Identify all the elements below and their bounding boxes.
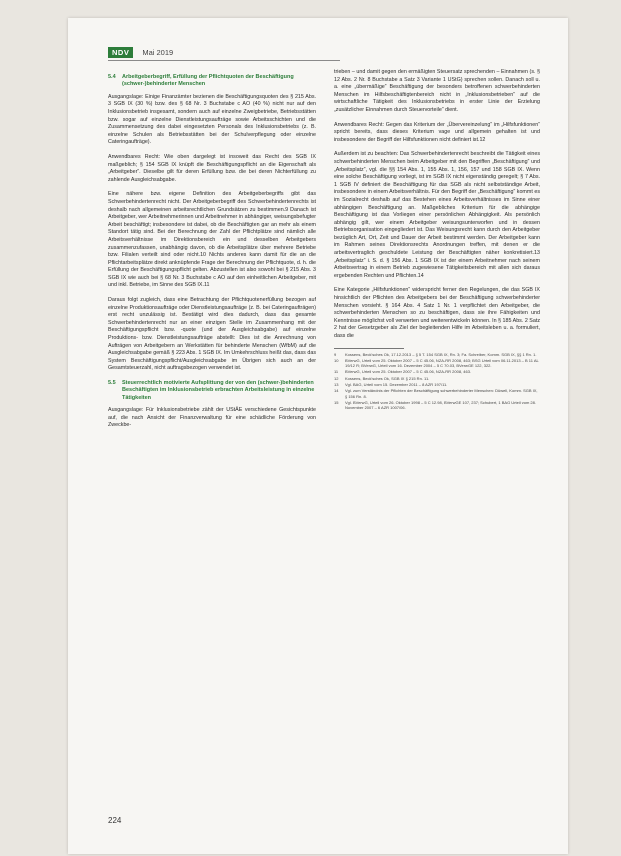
footnote-number: 14 xyxy=(334,388,339,394)
left-column xyxy=(108,74,316,437)
footnote-number: 13 xyxy=(334,382,339,388)
footnote-text: Vgl. BVerwG, Urteil vom 26. Oktober 1998 – 5 C 12.98, BVerwGE 107, 237; Schubert, 1 BAG Urteil vom 28. November 2007 – 6 AZR 1007/06. xyxy=(345,399,536,411)
section-title: Steuerrechtlich motivierte Aufsplittung der von den (schwer-)behinderten Beschäftigten im Inklusionsbetrieb erbrachten Arbeitsleistung in einzelne Tätigkeiten xyxy=(122,380,315,401)
section-heading xyxy=(108,380,316,402)
paragraph: Anwendbares Recht: Wie oben dargelegt ist insoweit das Recht des SGB IX maßgeblich; § 154 SGB IX knüpft die Beschäftigungspflicht an die Eigenschaft als „Arbeitgeber“. Dieselbe gilt für deren Erfüllung bzw. die bei deren Nichterfüllung zu zahlende Ausgleichsabgabe. xyxy=(108,153,316,183)
footnote-rule xyxy=(334,348,404,349)
section-title: Arbeitgeberbegriff, Erfüllung der Pflichtquoten der Beschäftigung (schwer-)behinderter Menschen xyxy=(122,74,294,88)
footnote-number: 10 xyxy=(334,357,339,363)
footnote-number: 9 xyxy=(334,351,337,357)
page-number: 224 xyxy=(108,816,122,825)
footnote xyxy=(334,358,540,369)
paragraph: Eine Kategorie „Hilfsfunktionen“ widerspricht ferner den Regelungen, die das SGB IX hinsichtlich der Pflichten des Arbeitgebers bei der Beschäftigung schwerbehinderter Menschen vorsieht. § 164 Abs. 4 Satz 1 Nr. 1 verpflichtet den Arbeitgeber, die schwerbehinderten Menschen so zu beschäftigen, dass sie ihre Fähigkeiten und Kenntnisse möglichst voll verwerten und weiterentwickeln können. In § 185 Abs. 2 Satz 2 hat der Gesetzgeber als Ziel der begleitenden Hilfe im Arbeitsleben u. a. formuliert, dass die xyxy=(334,287,540,339)
header-rule xyxy=(108,60,340,61)
paragraph: Außerdem ist zu beachten: Das Schwerbehindertenrecht beschreibt die Tätigkeit eines schwerbehinderten Menschen beim Arbeitgeber mit den Begriffen „Beschäftigung“ und „Arbeitsplatz“, vgl. die §§ 154 Abs. 1, 155 Abs. 1, 156, 157 und 158 SGB IX. Wenn eine solche Beschäftigung vorliegt, ist im SGB IX nicht eigenständig geregelt; § 7 Abs. 1 SGB IV definiert die Beschäftigung für das SGB als nicht selbstständige Arbeit, insbesondere in einem Arbeitsverhältnis. Für den Begriff der „Beschäftigung“ kommt es im Sozialrecht deshalb auf das Bestehen eines Arbeitsverhältnisses im Sinne einer abhängigen Beschäftigung an. Maßgebliches Kriterium für die abhängige Beschäftigung ist das Vorliegen einer persönlichen Abhängigkeit. Als persönlich abhängig gilt, wer einem Arbeitgeber weisungsunterworfen und in dessen Betriebsorganisation eingegliedert ist. Das Weisungsrecht kann durch den Arbeitgeber bezüglich Art, Ort, Zeit und Dauer der Arbeit bestimmt werden. Der Arbeitgeber kann im Rahmen seines Direktionsrechts Anordnungen treffen, mit denen er die arbeitsvertraglich geschuldete Leistung der Beschäftigten näher konkretisiert.13 „Arbeitsplatz“ i. S. d. § 156 Abs. 1 SGB IX ist der einem Arbeitnehmer nach seinem Arbeitsvertrag in einem Betrieb zugewiesene Tätigkeitsbereich mit allen sich daraus ergebenden Rechten und Pflichten.14 xyxy=(334,151,540,279)
footnote-number: 11 xyxy=(334,369,339,375)
footnote-text: BVerwG, Urteil vom 25. Oktober 2007 – 5 C 45.06, NZA-RR 2008, 463. xyxy=(345,369,472,375)
issue-date: Mai 2019 xyxy=(142,47,174,57)
footnote xyxy=(334,400,540,411)
footnote-text: Vgl. BAG, Urteil vom 15. Dezember 2011 – 8 AZR 197/11. xyxy=(345,382,448,388)
paragraph: Daraus folgt zugleich, dass eine Betrachtung der Pflichtquotenerfüllung bezogen auf einzelne Produktionsaufträge oder Dienstleistungsaufträge (z. B. bei Cateringaufträgen) erst recht unzulässig ist. Bestätigt wird dies dadurch, dass das gesamte Schwerbehindertenrecht nur an einer einzigen Stelle im Zusammenhang mit der Beschäftigungspflicht bzw. -quote (und der Ausgleichsabgabe) auf einzelne Produktions- bzw. Dienstleistungsaufträge abstellt: Dies ist die Anrechnung von Aufträgen von Arbeitgebern an Werkstätten für behinderte Menschen (WfbM) auf die Ausgleichsabgabe gemäß § 223 Abs. 1 SGB IX. Im Umkehrschluss heißt das, dass das System Beschäftigungspflicht/Ausgleichsabgabe im Übrigen sich auch an der Gesamtsteuerzahl, nicht auftragsbezogen verwendet ist. xyxy=(108,297,316,372)
footnote-number: 12 xyxy=(334,375,339,381)
footnote-text: Kossens, Beck'sches Ok, 17.12.2013 – § 5 T. 154 SGB IX, Rn. 3; Fa. Schreiber, Komm. SGB IX, §§ 1 Rn. 1. xyxy=(345,351,537,357)
footnotes xyxy=(334,352,540,411)
footnote-text: Kossens, Beck'sches Ok, SGB IX § 215 Rn. 11. xyxy=(345,375,430,381)
footnote xyxy=(334,369,540,374)
footnote xyxy=(334,376,540,381)
journal-badge: NDV xyxy=(108,47,133,58)
paragraph: trieben – und damit gegen den ermäßigten Steuersatz sprechenden – Einnahmen (s. § 12 Abs. 2 Nr. 8 Buchstabe a Satz 3 Variante 1 UStG) sprechen sollen. Danach soll u. a. eine „übermäßige“ Beschäftigung der besonders betroffenen schwerbehinderten Menschen im Hilfsbeschäftigtenbereich nicht in „Inklusionsbetrieben“ auf die wirtschaftliche Tätigkeit des Inklusionsbetriebs in erster Linie der Erzielung „zusätzlicher Einnahmen durch Steuervorteile“ dient. xyxy=(334,69,540,113)
running-header xyxy=(108,46,173,58)
footnote xyxy=(334,382,540,387)
paragraph: Ausgangslage: Einige Finanzämter bezienen die Beschäftigungsquoten des § 215 Abs. 3 SGB IX (30 %) bzw. des § 68 Nr. 3 Buchstabe c AO (40 %) nicht nur auf den Inklusionsbetrieb insgesamt, sondern auch auf einzelne Zweigbetriebe, Betriebsstätten bzw. sogar auf einzelne Dienstleistungsaufträge sowie Arbeitsschichten und die Zusammensetzung des dabei eingesetzten Personals des Inklusionsbetriebs (z. B. einzelne Schulen als Betriebsstätten bei der Schulverpflegung oder einzelne Cateringaufträge). xyxy=(108,93,316,146)
footnote xyxy=(334,352,540,357)
document-page xyxy=(68,18,568,854)
footnote-number: 15 xyxy=(334,399,339,405)
right-column xyxy=(334,69,540,412)
footnote-text: BVerwG, Urteil vom 25. Oktober 2007 – 5 C 45.06, NZA-RR 2008, 463; BSG Urteil vom 06.11.2013 – B 11 AL 19/12 R; BVerwG, Urteil vom 16. Dezember 2004 – 5 C 70.03, BVerwGE 122, 322. xyxy=(345,357,539,369)
section-number: 5.5 xyxy=(108,380,116,386)
paragraph: Ausgangslage: Für Inklusionsbetriebe zählt der UStÄE verschiedene Gesichtspunkte auf, die nach Ansicht der Finanzverwaltung für eine schädliche Förderung von Zweckbe- xyxy=(108,407,316,429)
footnote-text: Vgl. zum Verständnis der Pflichten der Beschäftigung schwerbehinderter Menschen: Düwell, Komm. SGB IX, § 156 Rn. 8. xyxy=(345,388,538,399)
section-number: 5.4 xyxy=(108,74,116,80)
footnote xyxy=(334,388,540,399)
paragraph: Eine nähere bzw. eigene Definition des Arbeitgeberbegriffs gibt das Schwerbehindertenrecht nicht. Der Arbeitgeberbegriff des Schwerbehindertenrechts ist deshalb nach allgemeinen arbeitsrechtlichen Grundsätzen zu bestimmen.9 Danach ist Arbeitgeber, wer Arbeitnehmerinnen und Arbeitnehmer in abhängiger, weisungsbefugter Arbeit beschäftigt; insbesondere ist dabei, ob die Beschäftigten gar an mehr als einem Standort tätig sind. Bei der Berechnung der Zahl der Pflichtplätze sind nämlich alle Arbeitsverhältnisse im Direktionsbereich ein und desselben Arbeitgebers zusammenzufassen, unabhängig davon, ob die Arbeitsplätze über mehrere Betriebe bzw. Filialen verteilt sind oder nicht.10 Nichts anderes kann damit für die an die Pflichtarbeitsplätze direkt anknüpfende Frage der Berechnung der Pflichtquote, d. h. die Erfüllung der Beschäftigungspflicht gelten. Abzustellen ist also sowohl bei § 215 Abs. 3 SGB IX wie auch bei § 68 Nr. 3 Buchstabe c AO auf den einheitlichen Arbeitgeber, mit und inkl. Betriebe, im Sinne des SGB IX.11 xyxy=(108,191,316,289)
paragraph: Anwendbares Recht: Gegen das Kriterium der „Übervereinzelung“ im „Hilfsfunktionen“ spricht bereits, dass dieses Kriterium vage und allgemein gehalten ist und insbesondere der Begriff der Hilfsfunktionen nicht definiert ist.12 xyxy=(334,121,540,143)
section-heading xyxy=(108,74,316,89)
